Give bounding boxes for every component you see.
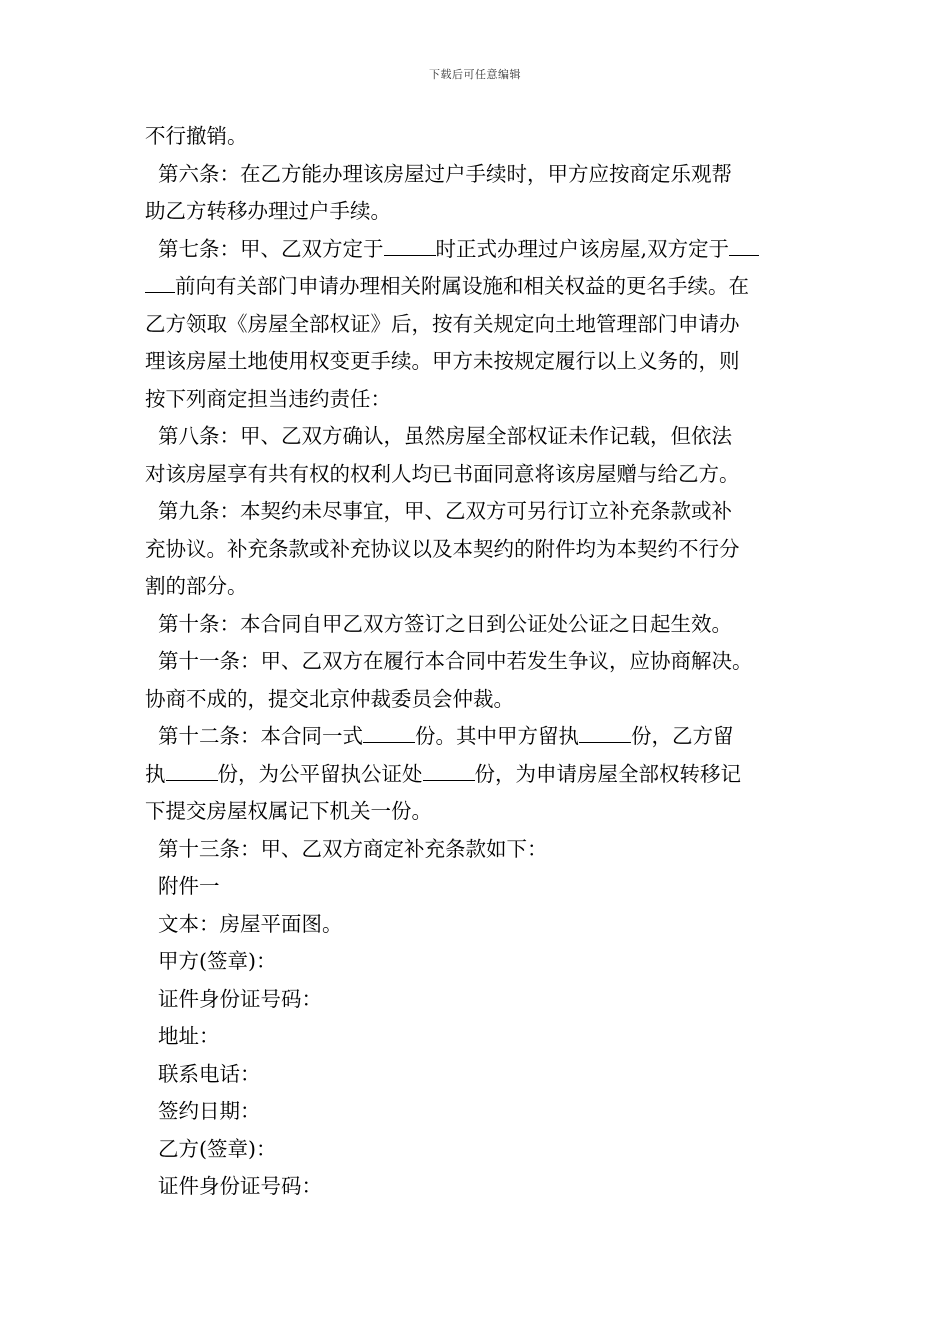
- fill-blank: [729, 233, 759, 256]
- clause-12-text: 份，乙方留: [631, 724, 734, 748]
- clause-7-line-3: 乙方领取《房屋全部权证》后，按有关规定向土地管理部门申请办: [145, 311, 740, 336]
- attachment-title: 附件一: [145, 874, 220, 898]
- fill-blank: [363, 720, 415, 743]
- clause-12-line-3: 下提交房屋权属记下机关一份。: [145, 799, 432, 823]
- document-body: [145, 118, 810, 1206]
- party-b-id-number: 证件身份证号码：: [145, 1174, 323, 1198]
- clause-7-text-a: 第七条：甲、乙双方定于: [145, 236, 384, 261]
- party-b-signature: 乙方(签章)：: [145, 1136, 277, 1161]
- clause-9-line-2: 充协议。补充条款或补充协议以及本契约的附件均为本契约不行分: [145, 536, 740, 561]
- fill-blank: [166, 758, 218, 781]
- fill-blank: [384, 233, 436, 256]
- fill-blank: [145, 270, 175, 293]
- clause-6-line-2: 助乙方转移办理过户手续。: [145, 199, 391, 223]
- fill-blank: [579, 720, 631, 743]
- page-header: 下载后可任意编辑: [429, 68, 521, 81]
- clause-6-line-1: 第六条：在乙方能办理该房屋过户手续时，甲方应按商定乐观帮: [145, 161, 733, 186]
- clause-7-text-c: 前向有关部门申请办理相关附属设施和相关权益的更名手续。在: [175, 274, 749, 298]
- clause-13-line: 第十三条：甲、乙双方商定补充条款如下：: [145, 836, 548, 861]
- clause-7-line-4: 理该房屋土地使用权变更手续。甲方未按规定履行以上义务的，则: [145, 349, 740, 373]
- clause-11-line-1: 第十一条：甲、乙双方在履行本合同中若发生争议，应协商解决。: [145, 649, 753, 673]
- clause-12-line-2: [145, 756, 810, 794]
- party-a-signature: 甲方(签章)：: [145, 949, 277, 973]
- clause-10-line: 第十条：本合同自甲乙双方签订之日到公证处公证之日起生效。: [145, 611, 733, 636]
- clause-9-line-3: 割的部分。: [145, 574, 248, 598]
- text-line: 不行撤销。: [145, 124, 248, 148]
- clause-7-line-2: [145, 268, 810, 306]
- clause-8-line-2: 对该房屋享有共有权的权利人均已书面同意将该房屋赠与给乙方。: [145, 461, 740, 486]
- clause-11-line-2: 协商不成的，提交北京仲裁委员会仲裁。: [145, 686, 514, 711]
- clause-7-line-5: 按下列商定担当违约责任：: [145, 386, 391, 411]
- clause-9-line-1: 第九条：本契约未尽事宜，甲、乙双方可另行订立补充条款或补: [145, 499, 733, 523]
- attachment-text: 文本：房屋平面图。: [145, 911, 343, 936]
- clause-7-text-b: 时正式办理过户该房屋,双方定于: [435, 236, 730, 261]
- clause-12-text: 执: [145, 761, 166, 786]
- clause-12-text: 份。其中甲方留执: [415, 724, 580, 748]
- address-field: 地址：: [145, 1024, 220, 1048]
- sign-date-field: 签约日期：: [145, 1099, 261, 1123]
- fill-blank: [423, 758, 475, 781]
- phone-field: 联系电话：: [145, 1061, 261, 1086]
- clause-7-line-1: [145, 231, 810, 269]
- clause-8-line-1: 第八条：甲、乙双方确认，虽然房屋全部权证未作记载，但依法: [145, 424, 733, 448]
- clause-12-text: 份，为申请房屋全部权转移记: [474, 761, 741, 786]
- clause-12-text: 第十二条：本合同一式: [145, 724, 364, 748]
- clause-12-text: 份，为公平留执公证处: [217, 761, 423, 786]
- party-a-id-number: 证件身份证号码：: [145, 986, 323, 1011]
- clause-12-line-1: [145, 718, 810, 756]
